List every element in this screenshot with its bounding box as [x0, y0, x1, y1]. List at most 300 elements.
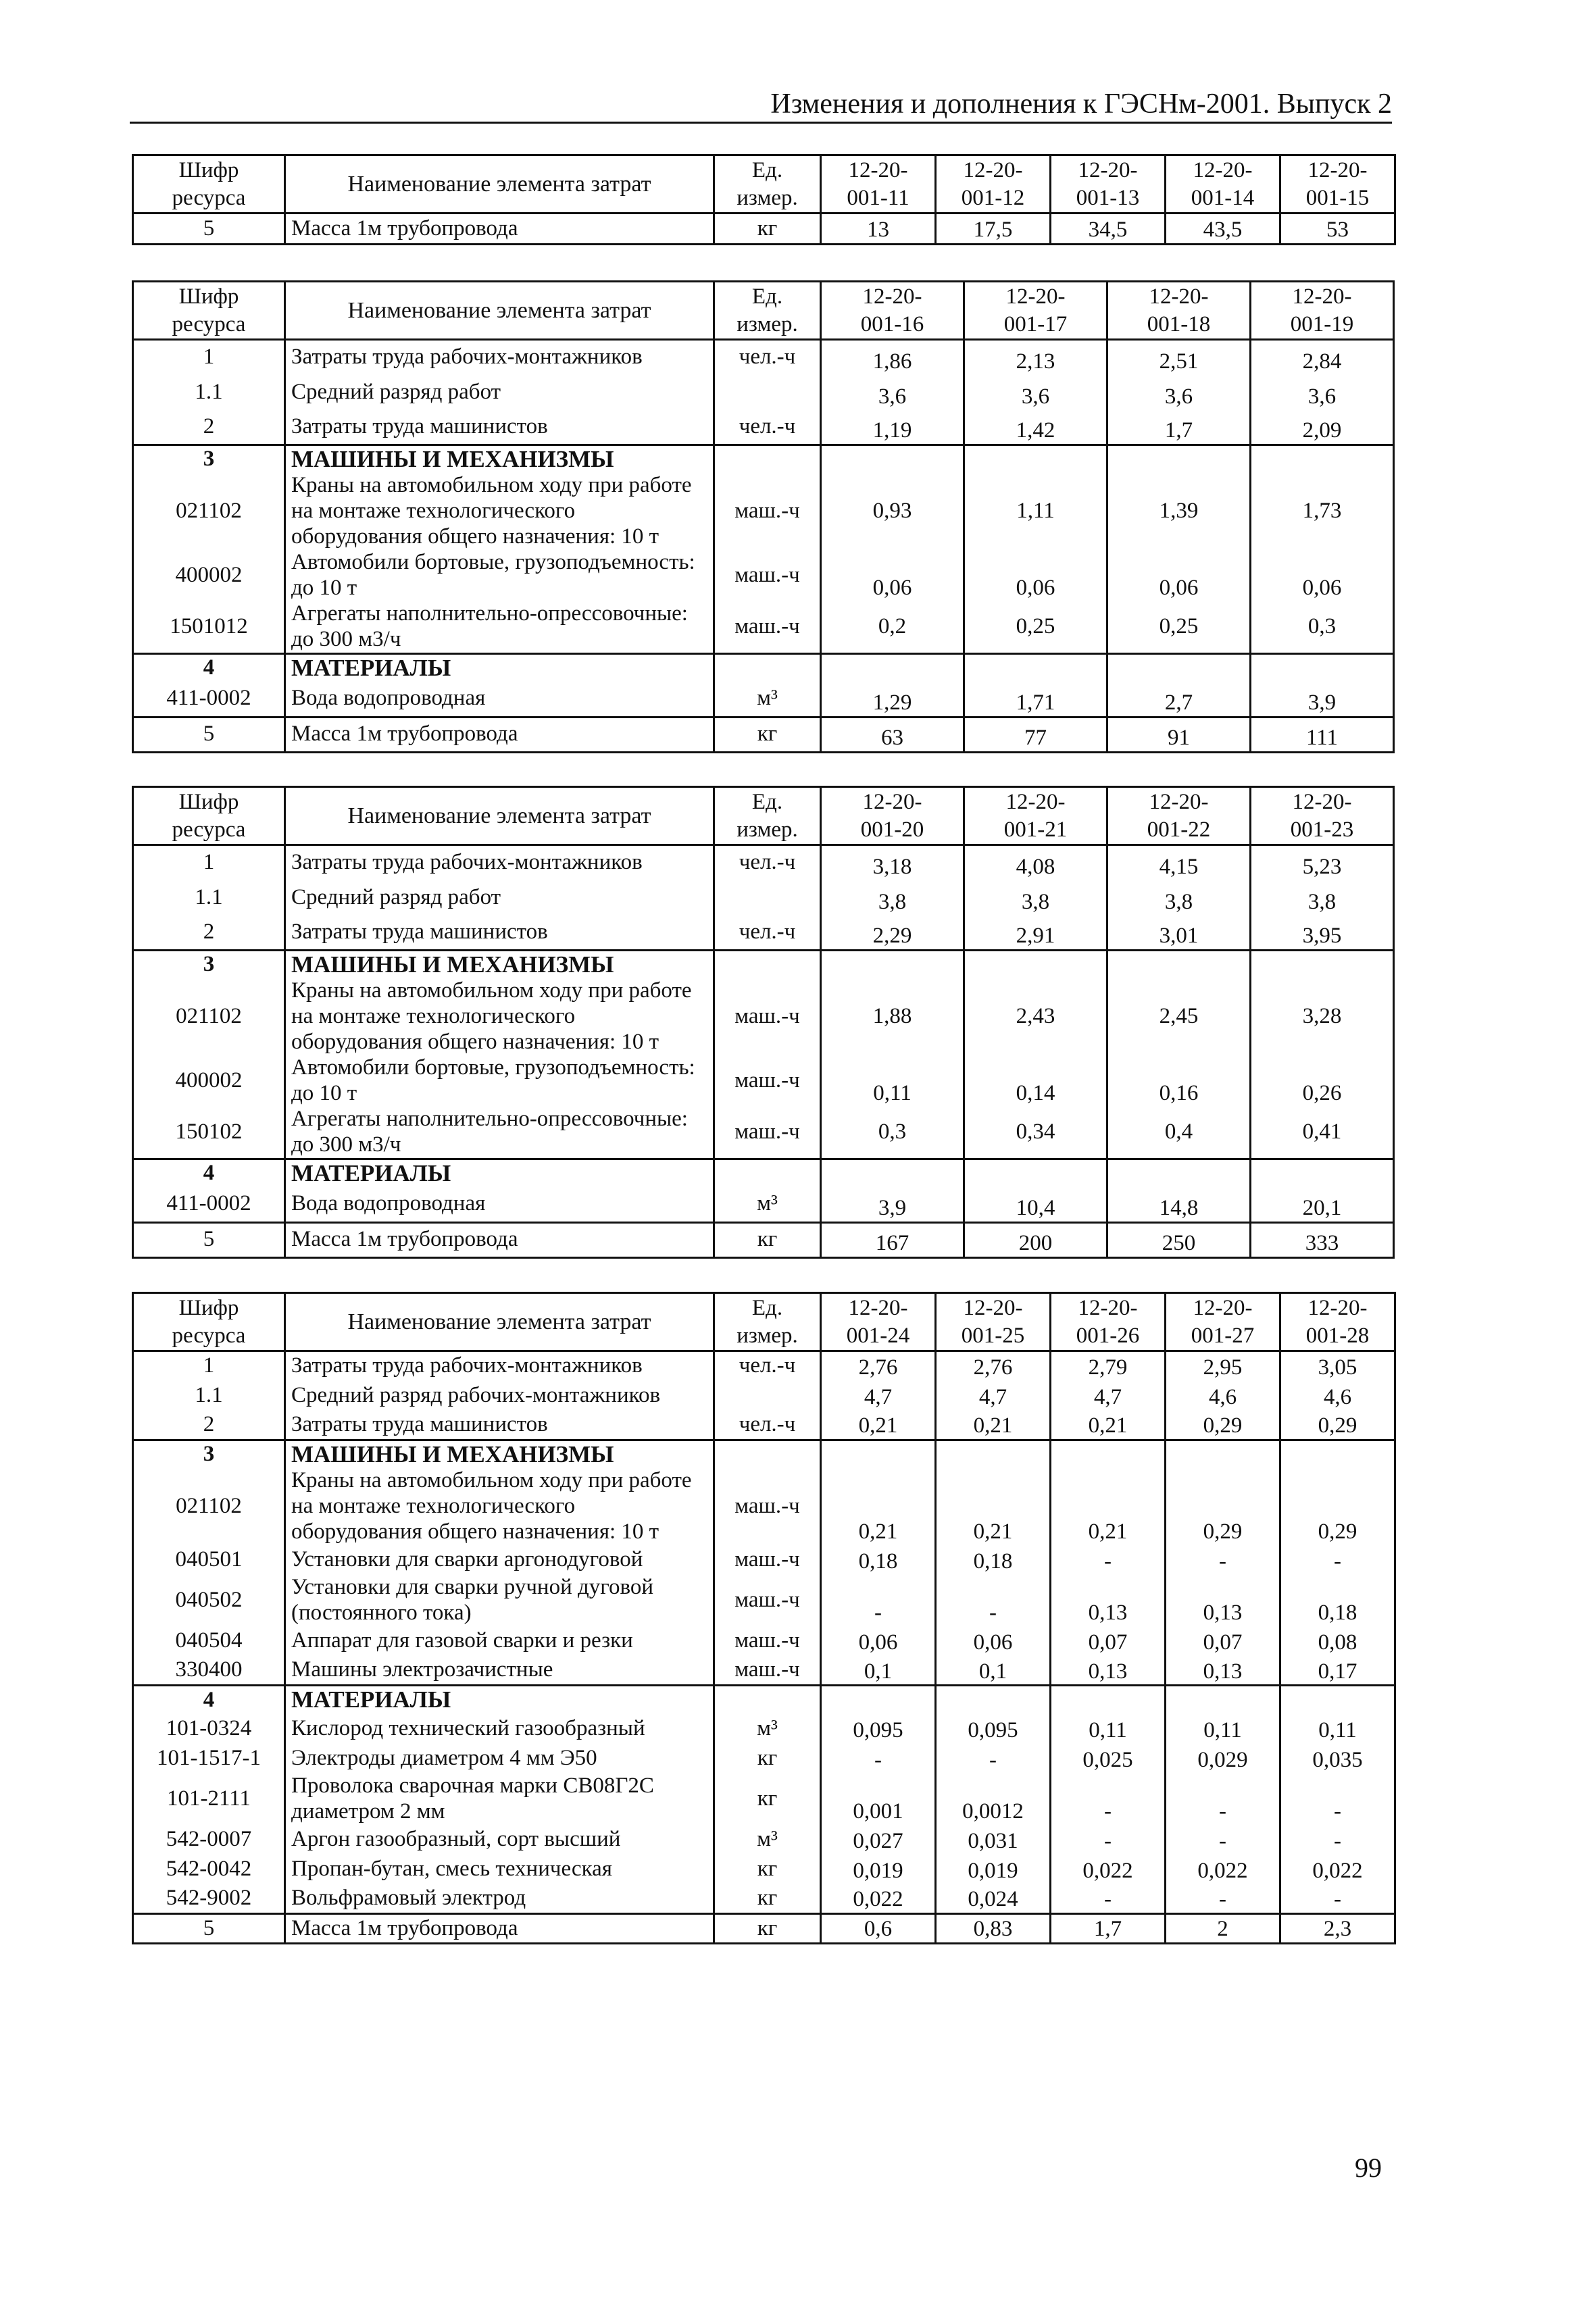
norm-value: 111 — [1251, 717, 1394, 752]
unit-of-measure: м³ — [714, 682, 821, 717]
norm-value: - — [821, 1575, 936, 1626]
norm-value: 0,34 — [964, 1107, 1107, 1159]
norm-value: 2,13 — [964, 340, 1107, 375]
norm-value: 2,43 — [964, 978, 1107, 1055]
header-norm-code: 12-20- 001-22 — [1107, 787, 1251, 845]
norm-value: 0,16 — [1107, 1055, 1251, 1107]
norm-value — [821, 951, 964, 979]
resource-code: 2 — [133, 1411, 285, 1440]
header-code: Шифр ресурса — [133, 282, 285, 340]
norm-value: 2,79 — [1051, 1351, 1166, 1381]
header-norm-code: 12-20- 001-23 — [1251, 787, 1394, 845]
norm-value — [821, 1440, 936, 1469]
unit-of-measure: чел.-ч — [714, 915, 821, 951]
norm-value: 0,095 — [821, 1714, 936, 1744]
norm-value: 4,15 — [1107, 845, 1251, 880]
norm-value: 4,7 — [1051, 1381, 1166, 1411]
norm-value — [964, 1159, 1107, 1187]
unit-of-measure — [714, 951, 821, 979]
unit-of-measure — [714, 1440, 821, 1469]
header-code: Шифр ресурса — [133, 787, 285, 845]
resource-code: 040502 — [133, 1575, 285, 1626]
resource-code: 3 — [133, 951, 285, 979]
table-row — [133, 880, 1394, 915]
unit-of-measure: чел.-ч — [714, 1351, 821, 1381]
header-unit: Ед. измер. — [714, 282, 821, 340]
norm-value: 0,06 — [1107, 550, 1251, 601]
norm-value: 0,13 — [1166, 1575, 1280, 1626]
unit-of-measure: чел.-ч — [714, 340, 821, 375]
cost-element-name: Аргон газообразный, сорт высший — [285, 1825, 714, 1855]
norm-value: 3,01 — [1107, 915, 1251, 951]
table-row — [133, 375, 1394, 410]
norm-value — [821, 653, 964, 682]
header-norm-code: 12-20- 001-14 — [1166, 155, 1280, 213]
cost-element-name: Установки для сварки аргонодуговой — [285, 1545, 714, 1575]
norms-table-001-16-19 — [132, 280, 1395, 753]
table-row — [133, 340, 1394, 375]
resource-code: 411-0002 — [133, 682, 285, 717]
unit-of-measure — [714, 653, 821, 682]
norm-value: 2,29 — [821, 915, 964, 951]
cost-element-name: Автомобили бортовые, грузоподъемность: до 10 т — [285, 550, 714, 601]
unit-of-measure: чел.-ч — [714, 845, 821, 880]
table-row — [133, 717, 1394, 752]
norm-value: 0,022 — [1166, 1855, 1280, 1884]
norm-value — [964, 653, 1107, 682]
norm-value: 0,3 — [821, 1107, 964, 1159]
resource-code: 1.1 — [133, 880, 285, 915]
norms-table-001-20-23 — [132, 786, 1395, 1259]
norm-value: 0,027 — [821, 1825, 936, 1855]
norm-value — [1051, 1686, 1166, 1714]
norm-value: 0,17 — [1280, 1656, 1395, 1686]
norm-value: 0,08 — [1280, 1626, 1395, 1656]
norm-value: 333 — [1251, 1222, 1394, 1257]
norm-value: 43,5 — [1166, 213, 1280, 245]
norm-value: 0,18 — [936, 1545, 1051, 1575]
resource-code: 021102 — [133, 1468, 285, 1545]
norm-value: 34,5 — [1051, 213, 1166, 245]
cost-element-name: Масса 1м трубопровода — [285, 1222, 714, 1257]
resource-code: 1.1 — [133, 1381, 285, 1411]
table-row — [133, 473, 1394, 550]
norm-value: 0,001 — [821, 1774, 936, 1825]
header-norm-code: 12-20- 001-24 — [821, 1293, 936, 1351]
unit-of-measure: маш.-ч — [714, 1626, 821, 1656]
header-norm-code: 12-20- 001-12 — [936, 155, 1051, 213]
norm-value: - — [1166, 1825, 1280, 1855]
cost-element-name: Затраты труда машинистов — [285, 915, 714, 951]
resource-code: 040501 — [133, 1545, 285, 1575]
unit-of-measure: м³ — [714, 1825, 821, 1855]
table-row — [133, 653, 1394, 682]
cost-element-name: Агрегаты наполнительно-опрессовочные: до 300 м3/ч — [285, 1107, 714, 1159]
header-norm-code: 12-20- 001-25 — [936, 1293, 1051, 1351]
norm-value: - — [1166, 1884, 1280, 1914]
norm-value: 3,18 — [821, 845, 964, 880]
cost-element-name: МАШИНЫ И МЕХАНИЗМЫ — [285, 951, 714, 979]
norm-value: 0,11 — [821, 1055, 964, 1107]
cost-element-name: Масса 1м трубопровода — [285, 1914, 714, 1944]
norm-value: 10,4 — [964, 1187, 1107, 1222]
norm-value — [936, 1440, 1051, 1469]
norm-value: 0,18 — [1280, 1575, 1395, 1626]
resource-code: 1501012 — [133, 601, 285, 653]
resource-code: 101-0324 — [133, 1714, 285, 1744]
header-norm-code: 12-20- 001-18 — [1107, 282, 1251, 340]
resource-code: 101-2111 — [133, 1774, 285, 1825]
table-row — [133, 410, 1394, 445]
norm-value: 1,88 — [821, 978, 964, 1055]
unit-of-measure: м³ — [714, 1187, 821, 1222]
resource-code: 542-9002 — [133, 1884, 285, 1914]
resource-code: 542-0007 — [133, 1825, 285, 1855]
header-norm-code: 12-20- 001-21 — [964, 787, 1107, 845]
norm-value: 0,21 — [821, 1411, 936, 1440]
norm-value: 0,022 — [1280, 1855, 1395, 1884]
norm-value: 2,95 — [1166, 1351, 1280, 1381]
norm-value: 0,29 — [1166, 1411, 1280, 1440]
unit-of-measure — [714, 375, 821, 410]
cost-element-name: Пропан-бутан, смесь техническая — [285, 1855, 714, 1884]
table-row — [133, 445, 1394, 474]
cost-element-name: Затраты труда рабочих-монтажников — [285, 1351, 714, 1381]
cost-element-name: Масса 1м трубопровода — [285, 213, 714, 245]
norm-value: 3,05 — [1280, 1351, 1395, 1381]
resource-code: 5 — [133, 213, 285, 245]
norm-value: - — [1051, 1825, 1166, 1855]
cost-element-name: МАТЕРИАЛЫ — [285, 653, 714, 682]
norm-value: 0,06 — [821, 550, 964, 601]
header-name: Наименование элемента затрат — [285, 155, 714, 213]
resource-code: 5 — [133, 1222, 285, 1257]
norm-value: - — [936, 1744, 1051, 1774]
norm-value — [1280, 1440, 1395, 1469]
norm-value: 1,86 — [821, 340, 964, 375]
unit-of-measure: чел.-ч — [714, 410, 821, 445]
cost-element-name: Вода водопроводная — [285, 682, 714, 717]
resource-code: 330400 — [133, 1656, 285, 1686]
norm-value — [1166, 1440, 1280, 1469]
norm-value: 3,8 — [1251, 880, 1394, 915]
cost-element-name: Затраты труда машинистов — [285, 1411, 714, 1440]
norm-value: 0,0012 — [936, 1774, 1051, 1825]
header-norm-code: 12-20- 001-13 — [1051, 155, 1166, 213]
norm-value: 0,21 — [1051, 1468, 1166, 1545]
header-rule — [130, 122, 1392, 124]
resource-code: 411-0002 — [133, 1187, 285, 1222]
norm-value: 3,8 — [821, 880, 964, 915]
norm-value — [1251, 951, 1394, 979]
norm-value — [1107, 653, 1251, 682]
norm-value: - — [1051, 1545, 1166, 1575]
unit-of-measure: кг — [714, 1914, 821, 1944]
norm-value: 0,25 — [964, 601, 1107, 653]
norm-value: 0,29 — [1280, 1411, 1395, 1440]
table-row — [133, 1825, 1395, 1855]
norm-value: 0,06 — [964, 550, 1107, 601]
norm-value — [1251, 445, 1394, 474]
norm-value: 3,6 — [1251, 375, 1394, 410]
table-row — [133, 1055, 1394, 1107]
norm-value — [1107, 1159, 1251, 1187]
norms-table-001-24-28 — [132, 1292, 1396, 1944]
unit-of-measure: маш.-ч — [714, 473, 821, 550]
cost-element-name: Краны на автомобильном ходу при работе на монтаже технологического оборудования общего назначения: 10 т — [285, 473, 714, 550]
unit-of-measure: кг — [714, 1855, 821, 1884]
norm-value: 1,71 — [964, 682, 1107, 717]
unit-of-measure: маш.-ч — [714, 1575, 821, 1626]
norm-value: 0,29 — [1280, 1468, 1395, 1545]
norm-value: - — [821, 1744, 936, 1774]
norm-value: 0,07 — [1166, 1626, 1280, 1656]
header-norm-code: 12-20- 001-17 — [964, 282, 1107, 340]
header-name: Наименование элемента затрат — [285, 787, 714, 845]
header-norm-code: 12-20- 001-28 — [1280, 1293, 1395, 1351]
cost-element-name: Масса 1м трубопровода — [285, 717, 714, 752]
resource-code: 3 — [133, 445, 285, 474]
table-row — [133, 1686, 1395, 1714]
norm-value: 4,6 — [1166, 1381, 1280, 1411]
header-name: Наименование элемента затрат — [285, 282, 714, 340]
cost-element-name: МАТЕРИАЛЫ — [285, 1686, 714, 1714]
norm-value: 0,13 — [1051, 1575, 1166, 1626]
page-number: 99 — [1355, 2153, 1382, 2183]
norm-value: 2,45 — [1107, 978, 1251, 1055]
norm-value: 1,7 — [1107, 410, 1251, 445]
norm-value: 0,14 — [964, 1055, 1107, 1107]
norm-value: 200 — [964, 1222, 1107, 1257]
norm-value: 1,11 — [964, 473, 1107, 550]
norm-value: 3,28 — [1251, 978, 1394, 1055]
resource-code: 400002 — [133, 1055, 285, 1107]
resource-code: 2 — [133, 915, 285, 951]
cost-element-name: МАШИНЫ И МЕХАНИЗМЫ — [285, 1440, 714, 1469]
norm-value: 0,035 — [1280, 1744, 1395, 1774]
resource-code: 040504 — [133, 1626, 285, 1656]
norm-value: - — [1166, 1774, 1280, 1825]
norm-value: 0,26 — [1251, 1055, 1394, 1107]
norm-value: 0,13 — [1166, 1656, 1280, 1686]
unit-of-measure: чел.-ч — [714, 1411, 821, 1440]
table-row — [133, 1545, 1395, 1575]
norm-value: 2,7 — [1107, 682, 1251, 717]
norm-value: 2,76 — [936, 1351, 1051, 1381]
resource-code: 101-1517-1 — [133, 1744, 285, 1774]
table-row — [133, 1411, 1395, 1440]
unit-of-measure — [714, 1381, 821, 1411]
norm-value: 0,11 — [1051, 1714, 1166, 1744]
unit-of-measure: кг — [714, 1222, 821, 1257]
norm-value: 3,8 — [1107, 880, 1251, 915]
norm-value: 53 — [1280, 213, 1395, 245]
table-row — [133, 1351, 1395, 1381]
norm-value: 0,11 — [1166, 1714, 1280, 1744]
norm-value: 0,3 — [1251, 601, 1394, 653]
cost-element-name: Электроды диаметром 4 мм Э50 — [285, 1744, 714, 1774]
unit-of-measure: кг — [714, 213, 821, 245]
header-name: Наименование элемента затрат — [285, 1293, 714, 1351]
norm-value: 0,93 — [821, 473, 964, 550]
resource-code: 150102 — [133, 1107, 285, 1159]
norm-value: - — [1051, 1884, 1166, 1914]
norm-value: 0,022 — [1051, 1855, 1166, 1884]
header-code: Шифр ресурса — [133, 1293, 285, 1351]
table-row — [133, 1774, 1395, 1825]
cost-element-name: Средний разряд работ — [285, 375, 714, 410]
norm-value: - — [1280, 1545, 1395, 1575]
table-row — [133, 550, 1394, 601]
cost-element-name: Аппарат для газовой сварки и резки — [285, 1626, 714, 1656]
resource-code: 3 — [133, 1440, 285, 1469]
table-row — [133, 845, 1394, 880]
norm-value: 3,6 — [821, 375, 964, 410]
norm-value: 0,029 — [1166, 1744, 1280, 1774]
norm-value: 4,08 — [964, 845, 1107, 880]
table-row — [133, 601, 1394, 653]
norm-value: 0,2 — [821, 601, 964, 653]
table-row — [133, 1855, 1395, 1884]
norm-value: 77 — [964, 717, 1107, 752]
norm-value: 0,024 — [936, 1884, 1051, 1914]
norm-value: 0,1 — [821, 1656, 936, 1686]
cost-element-name: Затраты труда машинистов — [285, 410, 714, 445]
norm-value: - — [1280, 1884, 1395, 1914]
norm-value: 2 — [1166, 1914, 1280, 1944]
norm-value: 0,022 — [821, 1884, 936, 1914]
norm-value — [1051, 1440, 1166, 1469]
norm-value: 0,83 — [936, 1914, 1051, 1944]
table-row — [133, 978, 1394, 1055]
unit-of-measure: маш.-ч — [714, 1055, 821, 1107]
resource-code: 5 — [133, 717, 285, 752]
cost-element-name: Автомобили бортовые, грузоподъемность: до 10 т — [285, 1055, 714, 1107]
norm-value: 0,21 — [936, 1468, 1051, 1545]
cost-element-name: Проволока сварочная марки СВ08Г2С диаметром 2 мм — [285, 1774, 714, 1825]
table-row — [133, 1440, 1395, 1469]
table-row — [133, 1381, 1395, 1411]
table-row — [133, 1656, 1395, 1686]
norm-value: - — [936, 1575, 1051, 1626]
norm-value: 1,42 — [964, 410, 1107, 445]
norm-value: 2,09 — [1251, 410, 1394, 445]
unit-of-measure — [714, 1159, 821, 1187]
resource-code: 021102 — [133, 473, 285, 550]
table-row — [133, 1914, 1395, 1944]
norm-value: 2,51 — [1107, 340, 1251, 375]
norm-value: 5,23 — [1251, 845, 1394, 880]
cost-element-name: МАШИНЫ И МЕХАНИЗМЫ — [285, 445, 714, 474]
cost-element-name: Краны на автомобильном ходу при работе на монтаже технологического оборудования общего назначения: 10 т — [285, 978, 714, 1055]
table-row — [133, 1222, 1394, 1257]
norm-value: 0,29 — [1166, 1468, 1280, 1545]
table-row — [133, 213, 1395, 245]
header-unit: Ед. измер. — [714, 155, 821, 213]
norm-value — [821, 445, 964, 474]
cost-element-name: Машины электрозачистные — [285, 1656, 714, 1686]
resource-code: 542-0042 — [133, 1855, 285, 1884]
header-norm-code: 12-20- 001-15 — [1280, 155, 1395, 213]
norm-value: 0,07 — [1051, 1626, 1166, 1656]
resource-code: 4 — [133, 653, 285, 682]
norm-value: 167 — [821, 1222, 964, 1257]
norm-value: 0,4 — [1107, 1107, 1251, 1159]
unit-of-measure: маш.-ч — [714, 1656, 821, 1686]
table-row — [133, 1107, 1394, 1159]
norm-value — [821, 1159, 964, 1187]
table-row — [133, 1575, 1395, 1626]
norm-value — [1166, 1686, 1280, 1714]
unit-of-measure: маш.-ч — [714, 1468, 821, 1545]
unit-of-measure: кг — [714, 717, 821, 752]
resource-code: 4 — [133, 1159, 285, 1187]
norm-value: 4,7 — [936, 1381, 1051, 1411]
norm-value: 0,25 — [1107, 601, 1251, 653]
unit-of-measure: кг — [714, 1774, 821, 1825]
unit-of-measure: маш.-ч — [714, 1107, 821, 1159]
resource-code: 021102 — [133, 978, 285, 1055]
cost-element-name: МАТЕРИАЛЫ — [285, 1159, 714, 1187]
norm-value: 250 — [1107, 1222, 1251, 1257]
norm-value — [1251, 653, 1394, 682]
resource-code: 1.1 — [133, 375, 285, 410]
norm-value: 0,095 — [936, 1714, 1051, 1744]
table-row — [133, 1626, 1395, 1656]
table-row — [133, 1884, 1395, 1914]
norm-value: 0,41 — [1251, 1107, 1394, 1159]
resource-code: 2 — [133, 410, 285, 445]
table-row — [133, 1714, 1395, 1744]
unit-of-measure: м³ — [714, 1714, 821, 1744]
header-norm-code: 12-20- 001-11 — [821, 155, 936, 213]
norm-value: 2,3 — [1280, 1914, 1395, 1944]
norm-value: 0,019 — [936, 1855, 1051, 1884]
norm-value: 3,95 — [1251, 915, 1394, 951]
header-norm-code: 12-20- 001-16 — [821, 282, 964, 340]
norm-value: 0,21 — [936, 1411, 1051, 1440]
header-unit: Ед. измер. — [714, 787, 821, 845]
norm-value — [1107, 445, 1251, 474]
norm-value: 2,76 — [821, 1351, 936, 1381]
cost-element-name: Затраты труда рабочих-монтажников — [285, 845, 714, 880]
unit-of-measure: маш.-ч — [714, 1545, 821, 1575]
norm-value: 4,6 — [1280, 1381, 1395, 1411]
norm-value — [1107, 951, 1251, 979]
norm-value: 0,6 — [821, 1914, 936, 1944]
norm-value — [964, 445, 1107, 474]
norm-value — [964, 951, 1107, 979]
norm-value: 0,06 — [936, 1626, 1051, 1656]
cost-element-name: Средний разряд рабочих-монтажников — [285, 1381, 714, 1411]
norm-value: 20,1 — [1251, 1187, 1394, 1222]
unit-of-measure — [714, 880, 821, 915]
unit-of-measure: маш.-ч — [714, 978, 821, 1055]
norms-table-001-11-15 — [132, 154, 1396, 245]
norm-value: - — [1166, 1545, 1280, 1575]
norm-value: 3,8 — [964, 880, 1107, 915]
norm-value: 1,7 — [1051, 1914, 1166, 1944]
norm-value: 0,031 — [936, 1825, 1051, 1855]
cost-element-name: Затраты труда рабочих-монтажников — [285, 340, 714, 375]
resource-code: 4 — [133, 1686, 285, 1714]
cost-element-name: Средний разряд работ — [285, 880, 714, 915]
unit-of-measure: кг — [714, 1744, 821, 1774]
norm-value: 14,8 — [1107, 1187, 1251, 1222]
norm-value: - — [1280, 1774, 1395, 1825]
norm-value: 0,18 — [821, 1545, 936, 1575]
header-code: Шифр ресурса — [133, 155, 285, 213]
